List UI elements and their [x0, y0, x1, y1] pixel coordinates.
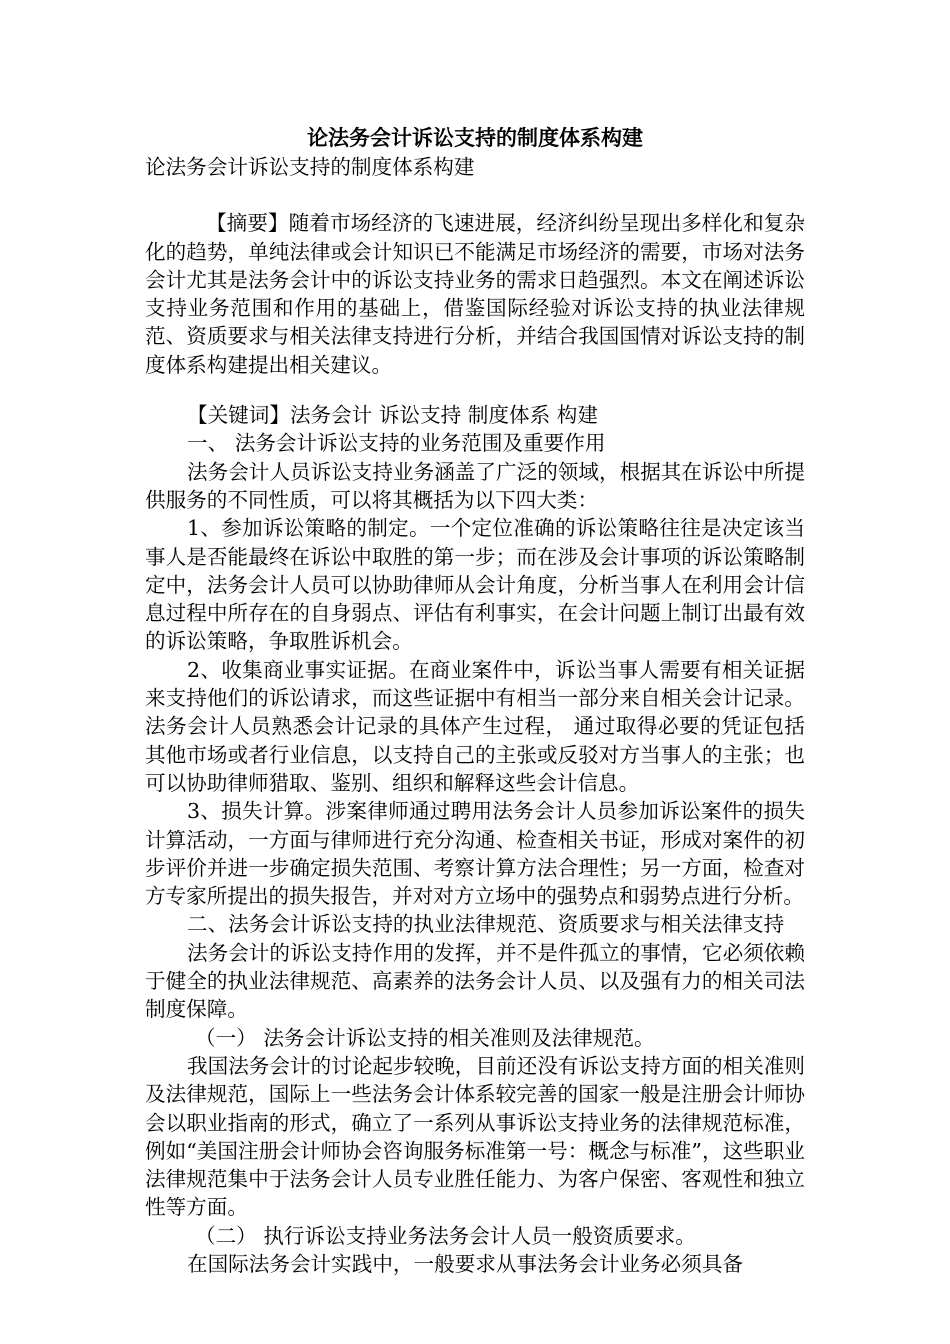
keywords-line: 【关键词】法务会计 诉讼支持 制度体系 构建	[187, 403, 598, 428]
abstract-paragraph: 【摘要】随着市场经济的飞速进展，经济纠纷呈现出多样化和复杂化的趋势，单纯法律或会计知识已不能满足市场经济的需要，市场对法务会计尤其是法务会计中的诉讼支持业务的需求日趋强烈。本文在阐述诉讼支持业务范围和作用的基础上，借鉴国际经验对诉讼支持的执业法律规范、资质要求与相关法律支持进行分析，并结合我国国情对诉讼支持的制度体系构建提出相关建议。	[145, 211, 805, 377]
document-subtitle: 论法务会计诉讼支持的制度体系构建	[145, 155, 475, 179]
document-title: 论法务会计诉讼支持的制度体系构建	[307, 125, 643, 150]
subsection-1-heading: （一） 法务会计诉讼支持的相关准则及法律规范。	[195, 1025, 655, 1050]
subsection-2-heading: （二） 执行诉讼支持业务法务会计人员一般资质要求。	[195, 1223, 696, 1248]
subsection-1-body: 我国法务会计的讨论起步较晚，目前还没有诉讼支持方面的相关准则及法律规范，国际上一些法务会计体系较完善的国家一般是注册会计师协会以职业指南的形式，确立了一系列从事诉讼支持业务的法律规范标准，例如“美国注册会计师协会咨询服务标准第一号：概念与标准”，这些职业法律规范集中于法务会计人员专业胜任能力、为客户保密、客观性和独立性等方面。	[145, 1053, 805, 1220]
section-1-heading: 一、 法务会计诉讼支持的业务范围及重要作用	[187, 431, 606, 456]
subsection-2-body: 在国际法务会计实践中，一般要求从事法务会计业务必须具备	[187, 1251, 744, 1276]
document-page	[145, 126, 805, 1278]
list-item-1: 1、参加诉讼策略的制定。一个定位准确的诉讼策略往往是决定该当事人是否能最终在诉讼中取胜的第一步；而在涉及会计事项的诉讼策略制定中，法务会计人员可以协助律师从会计角度，分析当事人在利用会计信息过程中所存在的自身弱点、评估有利事实，在会计问题上制订出最有效的诉讼策略，争取胜诉机会。	[145, 516, 805, 654]
section-2-heading: 二、法务会计诉讼支持的执业法律规范、资质要求与相关法律支持	[187, 912, 785, 937]
list-item-3: 3、损失计算。涉案律师通过聘用法务会计人员参加诉讼案件的损失计算活动，一方面与律师进行充分沟通、检查相关书证，形成对案件的初步评价并进一步确定损失范围、考察计算方法合理性；另一方面，检查对方专家所提出的损失报告，并对对方立场中的强势点和弱势点进行分析。	[145, 799, 805, 909]
list-item-2: 2、收集商业事实证据。在商业案件中，诉讼当事人需要有相关证据来支持他们的诉讼请求，而这些证据中有相当一部分来自相关会计记录。法务会计人员熟悉会计记录的具体产生过程， 通过取得必要的凭证包括其他市场或者行业信息，以支持自己的主张或反驳对方当事人的主张；也可以协助律师猎取、鉴别、组织和解释这些会计信息。	[145, 657, 805, 795]
section-2-intro: 法务会计的诉讼支持作用的发挥，并不是件孤立的事情，它必须依赖于健全的执业法律规范、高素养的法务会计人员、以及强有力的相关司法制度保障。	[145, 940, 805, 1022]
section-1-intro: 法务会计人员诉讼支持业务涵盖了广泛的领域，根据其在诉讼中所提供服务的不同性质，可以将其概括为以下四大类：	[145, 459, 805, 512]
